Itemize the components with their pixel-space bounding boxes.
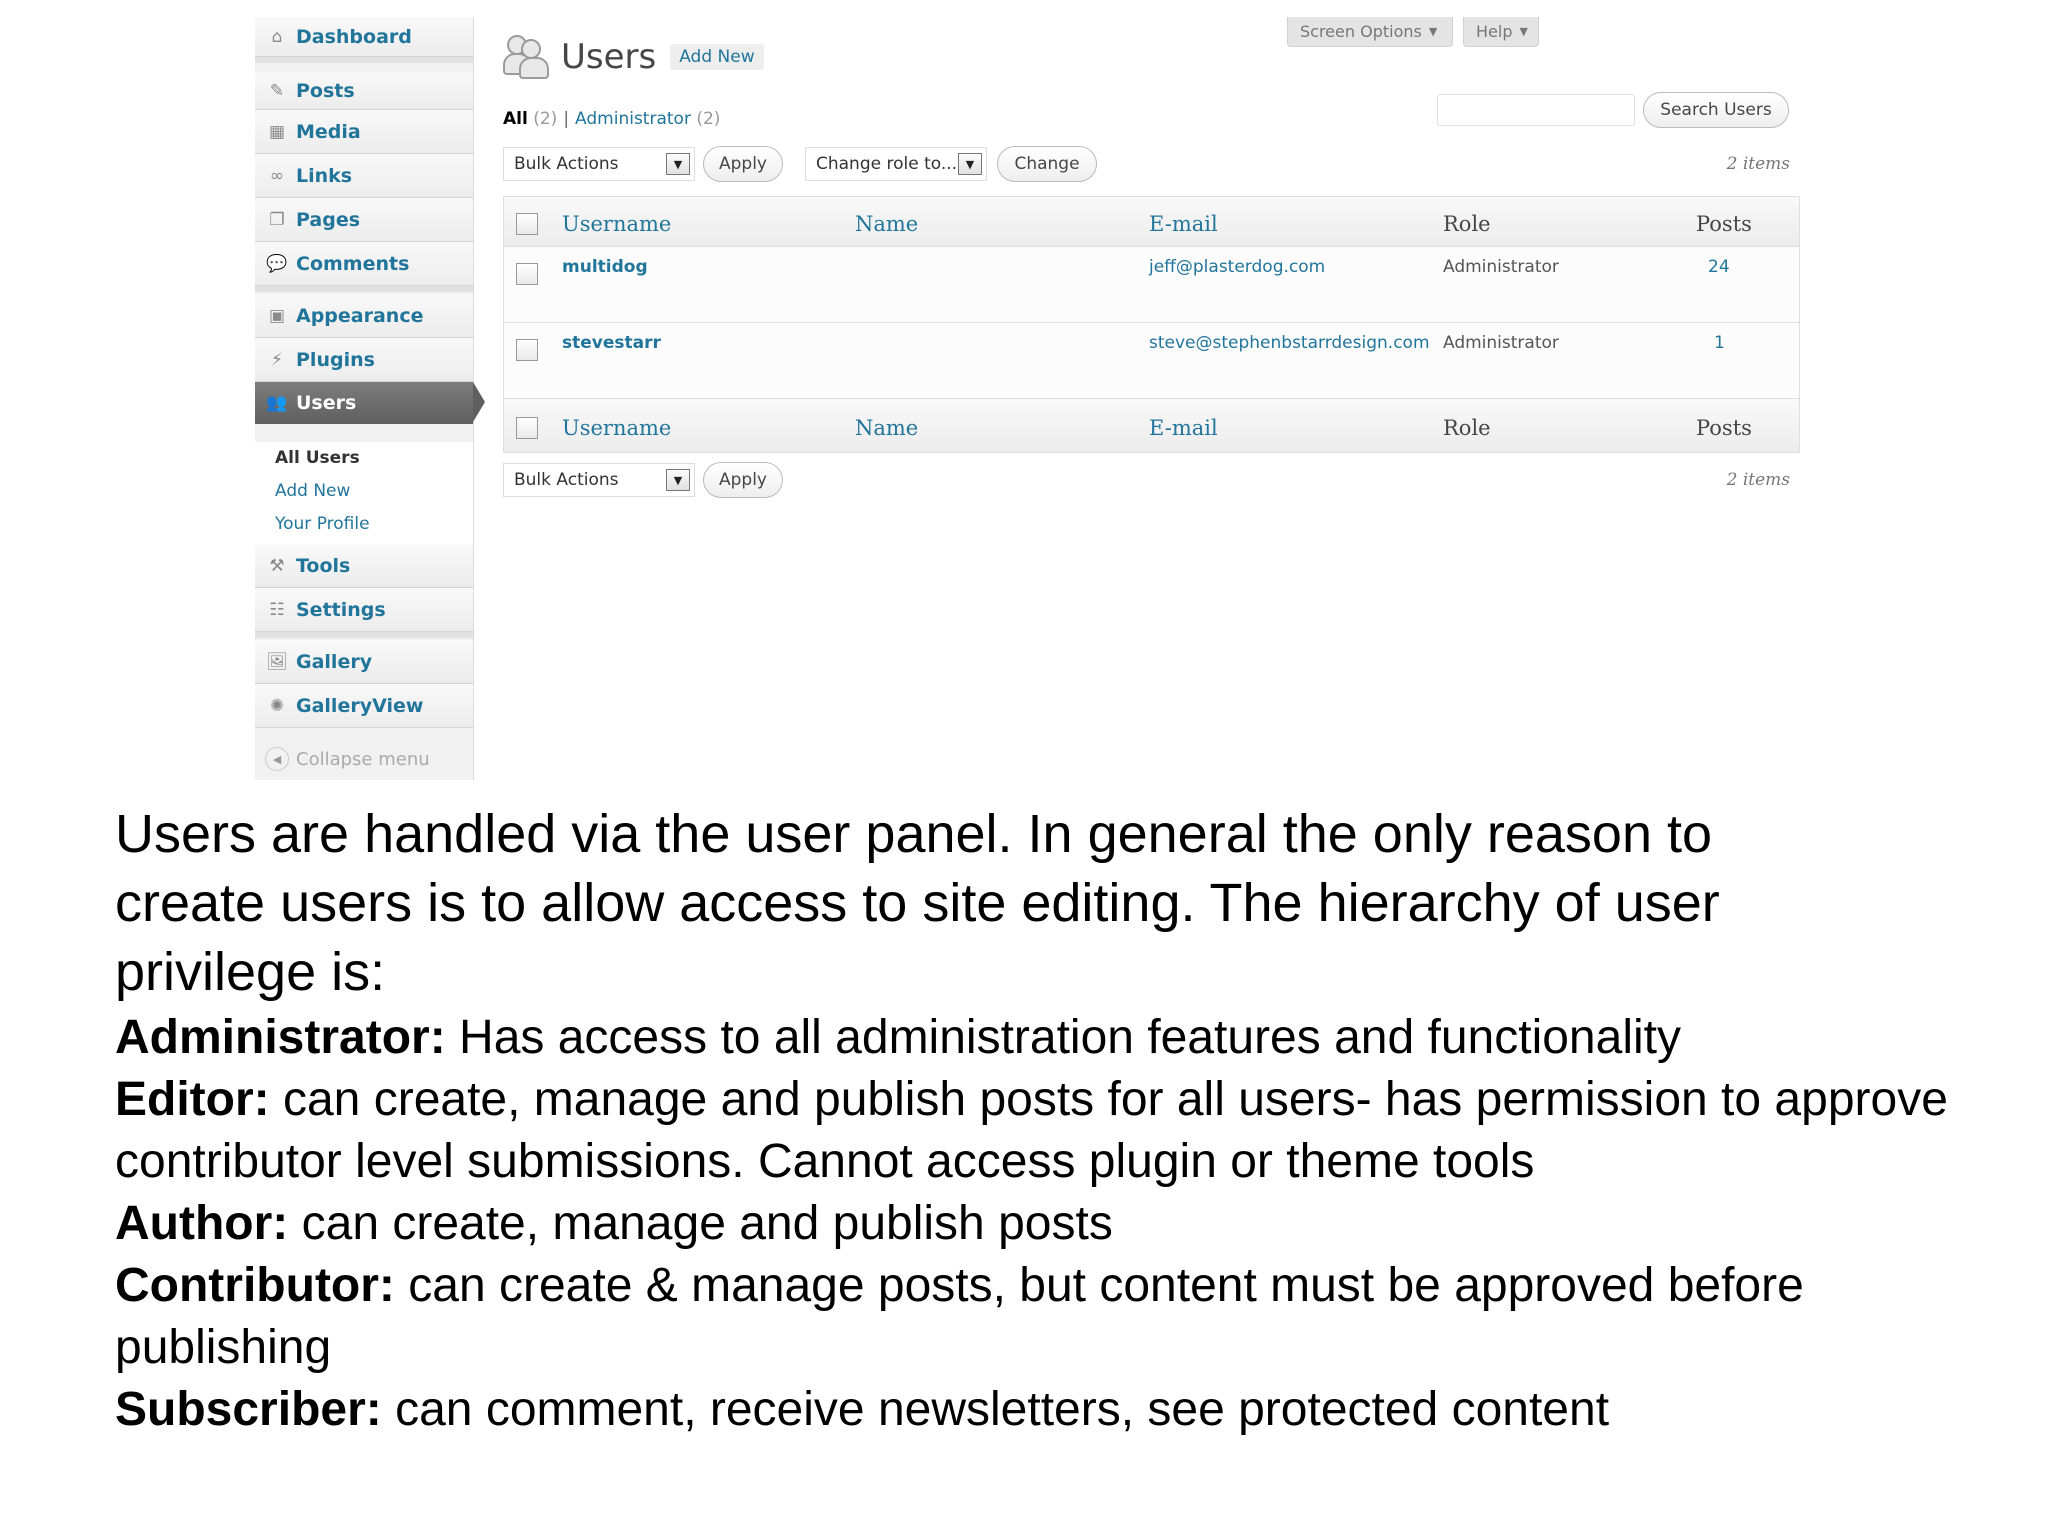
username-link[interactable]: stevestarr xyxy=(562,333,661,353)
sidebar-item-label: Gallery xyxy=(296,650,373,673)
collapse-arrow-icon: ◀ xyxy=(265,747,289,771)
help-tab[interactable] xyxy=(1463,17,1539,47)
email-link[interactable]: jeff@plasterdog.com xyxy=(1149,257,1326,277)
screen-options-label: Screen Options xyxy=(1300,22,1422,41)
sidebar-item-label: Appearance xyxy=(296,304,424,327)
sidebar-item-galleryview[interactable] xyxy=(255,684,473,728)
users-main-panel xyxy=(503,13,1800,780)
sidebar-item-gallery[interactable] xyxy=(255,640,473,684)
sidebar-item-label: Plugins xyxy=(296,348,375,371)
sidebar-item-posts[interactable] xyxy=(255,72,473,110)
bulk-actions-select[interactable] xyxy=(503,147,695,181)
sidebar-item-label: Media xyxy=(296,120,361,143)
change-role-value: Change role to... xyxy=(816,154,958,174)
filter-administrator[interactable]: Administrator xyxy=(575,109,691,129)
items-count-bottom: 2 items xyxy=(1726,470,1790,490)
definition-term: Editor: xyxy=(115,1073,270,1126)
intro-paragraph: Users are handled via the user panel. In general the only reason to create users is to allow access to site editing. The hierarchy of user privilege is: xyxy=(115,804,1720,1002)
sidebar-item-comments[interactable] xyxy=(255,242,473,286)
dropdown-arrow-icon: ▼ xyxy=(666,469,690,491)
sidebar-item-dashboard[interactable] xyxy=(255,17,473,57)
submenu-add-new[interactable]: Add New xyxy=(275,481,351,501)
filter-administrator-count: (2) xyxy=(696,109,721,129)
definition-term: Administrator: xyxy=(115,1011,446,1064)
sidebar-item-settings[interactable] xyxy=(255,588,473,632)
table-row xyxy=(504,247,1799,323)
sidebar-item-label: Tools xyxy=(296,554,351,577)
column-username[interactable]: Username xyxy=(562,212,672,236)
table-row xyxy=(504,323,1799,399)
filter-all-count: (2) xyxy=(533,109,558,129)
triangle-down-icon: ▼ xyxy=(1428,25,1438,38)
definition-desc: can create, manage and publish posts for all users- has permission to approve contributor level submissions. Cannot access plugin or theme tools xyxy=(115,1073,1948,1188)
sidebar-item-users[interactable] xyxy=(255,382,473,424)
triangle-down-icon: ▼ xyxy=(1519,25,1528,38)
row-checkbox[interactable] xyxy=(516,263,538,285)
apply-button-bottom[interactable]: Apply xyxy=(703,462,783,498)
role-cell: Administrator xyxy=(1443,333,1559,353)
posts-count-link[interactable]: 1 xyxy=(1714,333,1725,353)
definition-term: Author: xyxy=(115,1197,289,1250)
sidebar-item-label: Users xyxy=(296,392,357,414)
filter-all[interactable]: All xyxy=(503,109,528,129)
column-role: Role xyxy=(1443,416,1491,440)
menu-separator xyxy=(255,57,473,63)
definition-desc: can create, manage and publish posts xyxy=(288,1197,1113,1250)
table-footer-row xyxy=(504,399,1799,452)
search-users-input[interactable] xyxy=(1437,94,1635,126)
collapse-menu-button[interactable] xyxy=(255,739,473,779)
definition-term: Contributor: xyxy=(115,1259,395,1312)
appearance-icon: ▣ xyxy=(268,305,286,326)
users-submenu xyxy=(255,442,473,544)
bulk-actions-value: Bulk Actions xyxy=(514,154,619,174)
definition-author xyxy=(115,1193,2015,1255)
definition-term: Subscriber: xyxy=(115,1383,382,1436)
comment-icon: 💬 xyxy=(266,253,288,274)
sidebar-item-label: Pages xyxy=(296,208,361,231)
definition-administrator xyxy=(115,1007,2015,1069)
page-title: Users xyxy=(561,37,657,77)
search-users-button[interactable]: Search Users xyxy=(1643,92,1789,128)
wp-admin-screenshot xyxy=(255,13,1800,780)
sidebar-item-label: Comments xyxy=(296,252,410,275)
menu-separator xyxy=(255,632,473,638)
sidebar-item-label: GalleryView xyxy=(296,694,424,717)
users-icon: 👥 xyxy=(266,393,288,413)
definition-subscriber xyxy=(115,1379,2015,1441)
help-label: Help xyxy=(1476,22,1513,41)
admin-sidebar xyxy=(255,17,474,780)
definition-desc: Has access to all administration features and functionality xyxy=(445,1011,1681,1064)
row-checkbox[interactable] xyxy=(516,339,538,361)
change-role-select[interactable] xyxy=(805,147,987,181)
username-link[interactable]: multidog xyxy=(562,257,648,277)
change-role-button[interactable]: Change xyxy=(997,146,1097,182)
sidebar-item-appearance[interactable] xyxy=(255,294,473,338)
sidebar-item-label: Settings xyxy=(296,598,386,621)
definition-contributor xyxy=(115,1255,2015,1379)
settings-icon: ☷ xyxy=(269,599,285,620)
pushpin-icon: ✎ xyxy=(269,80,285,101)
column-role: Role xyxy=(1443,212,1491,236)
sidebar-item-plugins[interactable] xyxy=(255,338,473,382)
menu-separator xyxy=(255,286,473,292)
users-table xyxy=(503,196,1800,453)
table-header-row xyxy=(504,197,1799,247)
column-email[interactable]: E-mail xyxy=(1149,416,1218,440)
sidebar-item-label: Links xyxy=(296,164,353,187)
pages-icon: ❐ xyxy=(269,209,285,230)
submenu-your-profile[interactable]: Your Profile xyxy=(275,514,370,534)
link-icon: ∞ xyxy=(269,165,285,186)
column-username[interactable]: Username xyxy=(562,416,672,440)
dashboard-icon: ⌂ xyxy=(271,26,283,47)
sidebar-item-pages[interactable] xyxy=(255,198,473,242)
screen-options-tab[interactable] xyxy=(1287,17,1453,47)
column-posts[interactable]: Posts xyxy=(1696,416,1752,440)
definition-desc: can create & manage posts, but content must be approved before publishing xyxy=(115,1259,1804,1374)
email-link[interactable]: steve@stephenbstarrdesign.com xyxy=(1149,333,1430,353)
definition-editor xyxy=(115,1069,2015,1193)
page-header xyxy=(503,33,764,81)
gallery-icon: 🖼 xyxy=(266,651,288,672)
column-name[interactable]: Name xyxy=(855,212,919,236)
items-count: 2 items xyxy=(1726,154,1790,174)
column-email[interactable]: E-mail xyxy=(1149,212,1218,236)
bulk-actions-select-bottom[interactable] xyxy=(503,463,695,497)
sidebar-item-links[interactable] xyxy=(255,154,473,198)
select-all-checkbox[interactable] xyxy=(516,417,538,439)
tools-icon: ⚒ xyxy=(269,555,285,576)
column-name[interactable]: Name xyxy=(855,416,919,440)
submenu-all-users[interactable]: All Users xyxy=(275,448,360,468)
definition-desc: can comment, receive newsletters, see protected content xyxy=(381,1383,1610,1436)
users-page-icon xyxy=(503,33,551,81)
sidebar-item-tools[interactable] xyxy=(255,544,473,588)
bulk-actions-value: Bulk Actions xyxy=(514,470,619,490)
media-icon: ▦ xyxy=(268,121,286,142)
explanatory-text xyxy=(115,800,2015,1441)
sidebar-item-media[interactable] xyxy=(255,110,473,154)
role-cell: Administrator xyxy=(1443,257,1559,277)
apply-button[interactable]: Apply xyxy=(703,146,783,182)
sidebar-item-label: Dashboard xyxy=(296,25,412,48)
user-role-filters xyxy=(503,109,720,129)
filter-divider: | xyxy=(563,109,570,129)
dropdown-arrow-icon: ▼ xyxy=(666,153,690,175)
select-all-checkbox[interactable] xyxy=(516,213,538,235)
posts-count-link[interactable]: 24 xyxy=(1708,257,1730,277)
column-posts[interactable]: Posts xyxy=(1696,212,1752,236)
sidebar-item-label: Posts xyxy=(296,79,355,102)
add-new-button[interactable]: Add New xyxy=(670,44,763,70)
galleryview-icon: ✺ xyxy=(269,695,285,716)
collapse-menu-label: Collapse menu xyxy=(296,748,430,770)
plugin-icon: ⚡ xyxy=(271,349,283,370)
dropdown-arrow-icon: ▼ xyxy=(958,153,982,175)
